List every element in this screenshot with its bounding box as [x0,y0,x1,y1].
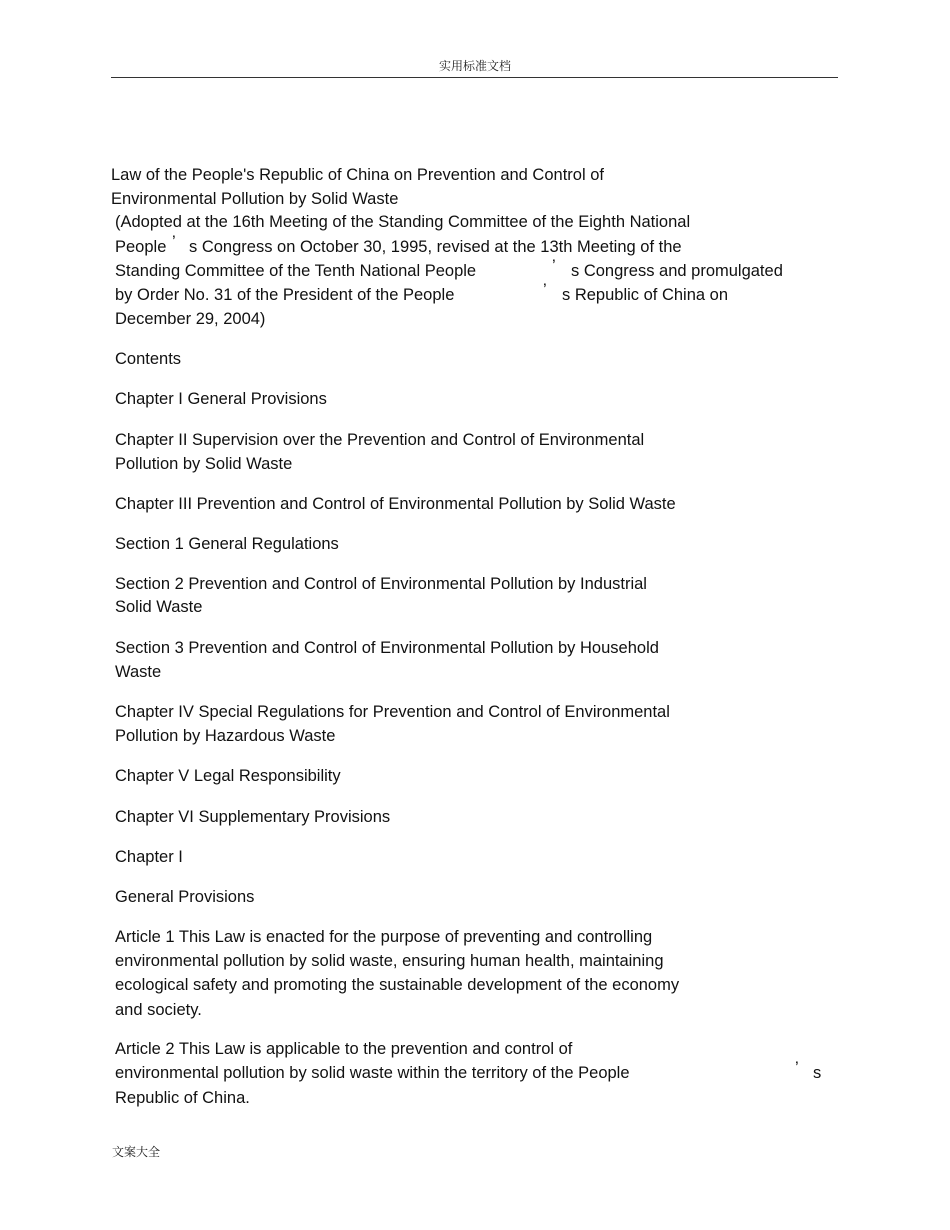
article-1-line-1: Article 1 This Law is enacted for the purpose of preventing and controlling [115,928,653,946]
adoption-apostrophe-2: ’ [172,233,176,251]
contents-section-1: Section 1 General Regulations [115,535,339,553]
adoption-apostrophe-3: ’ [552,257,556,275]
header-divider [111,77,838,78]
adoption-line-2b: s Congress on October 30, 1995, revised at the 13th Meeting of the [189,238,682,256]
contents-chapter-6: Chapter VI Supplementary Provisions [115,808,391,826]
contents-chapter-4-line-2: Pollution by Hazardous Waste [115,727,336,745]
adoption-line-4b: s Republic of China on [562,286,729,304]
article-2-line-2b: s [813,1064,822,1082]
contents-chapter-2-line-1: Chapter II Supervision over the Prevention and Control of Environmental [115,431,645,449]
contents-section-3-line-2: Waste [115,663,162,681]
contents-heading: Contents [115,350,182,368]
article-2-apostrophe: ’ [795,1059,799,1077]
article-1-line-3: ecological safety and promoting the sustainable development of the economy [115,976,680,994]
adoption-line-3b: s Congress and promulgated [571,262,783,280]
adoption-line-3a: Standing Committee of the Tenth National People [115,262,477,280]
adoption-line-5: December 29, 2004) [115,310,266,328]
article-2-line-1: Article 2 This Law is applicable to the prevention and control of [115,1040,573,1058]
contents-section-2-line-1: Section 2 Prevention and Control of Environmental Pollution by Industrial [115,575,647,593]
contents-chapter-5: Chapter V Legal Responsibility [115,767,341,785]
contents-chapter-1: Chapter I General Provisions [115,390,327,408]
title-line-2: Environmental Pollution by Solid Waste [111,190,399,208]
contents-chapter-2-line-2: Pollution by Solid Waste [115,455,293,473]
article-2-line-3: Republic of China. [115,1089,250,1107]
adoption-line-4a: by Order No. 31 of the President of the People [115,286,455,304]
adoption-apostrophe-4: ’ [543,281,547,299]
chapter-1-heading: Chapter I [115,848,183,866]
contents-chapter-3: Chapter III Prevention and Control of Environmental Pollution by Solid Waste [115,495,676,513]
header-text: 实用标准文档 [438,59,511,73]
article-1-line-4: and society. [115,1001,202,1019]
page-footer: 文案大全 [112,1145,161,1159]
adoption-line-1: (Adopted at the 16th Meeting of the Standing Committee of the Eighth National [115,213,691,231]
contents-section-2-line-2: Solid Waste [115,598,203,616]
contents-chapter-4-line-1: Chapter IV Special Regulations for Prevention and Control of Environmental [115,703,670,721]
contents-section-3-line-1: Section 3 Prevention and Control of Environmental Pollution by Household [115,639,659,657]
article-2-line-2a: environmental pollution by solid waste within the territory of the People [115,1064,630,1082]
chapter-1-subheading: General Provisions [115,888,255,906]
article-1-line-2: environmental pollution by solid waste, ensuring human health, maintaining [115,952,664,970]
adoption-line-2a: People [115,238,167,256]
title-line-1: Law of the People's Republic of China on Prevention and Control of [111,166,604,184]
